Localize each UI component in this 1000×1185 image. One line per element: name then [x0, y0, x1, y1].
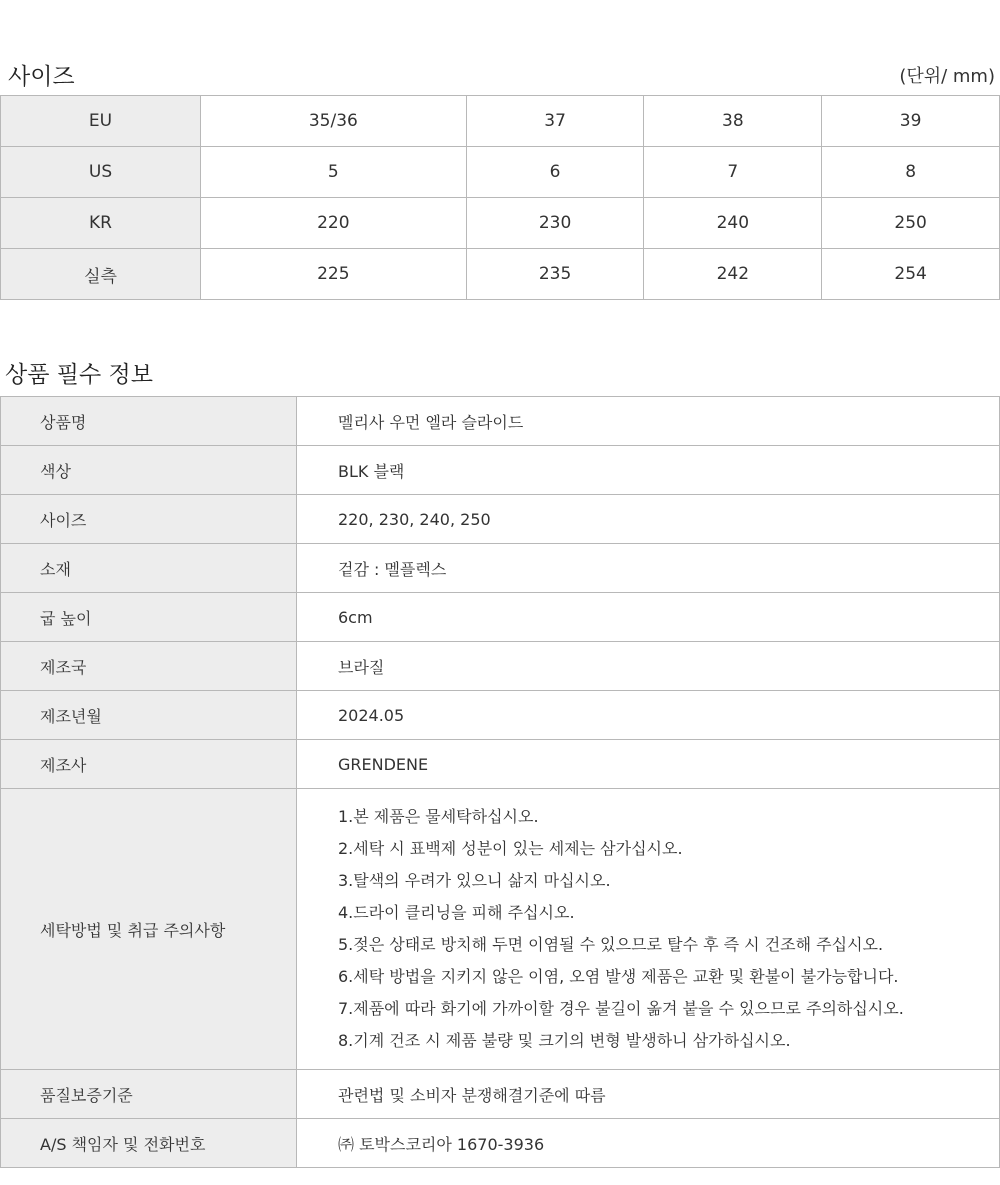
info-row [1, 1119, 1000, 1168]
washing-instruction-item: 6.세탁 방법을 지키지 않은 이염, 오염 발생 제품은 교환 및 환불이 불가능합니다. [338, 967, 899, 986]
info-label: 상품명 [1, 397, 297, 446]
info-row [1, 495, 1000, 544]
info-value: 브라질 [297, 642, 1000, 691]
info-label: 제조사 [1, 740, 297, 789]
info-value: 겉감 : 멜플렉스 [297, 544, 1000, 593]
info-value: 2024.05 [297, 691, 1000, 740]
info-row [1, 642, 1000, 691]
info-row [1, 1070, 1000, 1119]
size-cell: 8 [822, 147, 1000, 198]
info-row [1, 691, 1000, 740]
info-value: 관련법 및 소비자 분쟁해결기준에 따름 [297, 1070, 1000, 1119]
size-row [1, 96, 1000, 147]
info-label: 색상 [1, 446, 297, 495]
size-cell: 39 [822, 96, 1000, 147]
washing-instruction-item: 2.세탁 시 표백제 성분이 있는 세제는 삼가십시오. [338, 839, 683, 858]
washing-instruction-item: 4.드라이 클리닝을 피해 주십시오. [338, 903, 575, 922]
info-label: 제조국 [1, 642, 297, 691]
washing-instructions-list [338, 801, 999, 1057]
info-row [1, 446, 1000, 495]
size-cell: 230 [466, 198, 644, 249]
washing-instructions-row [1, 789, 1000, 1070]
size-section-title: 사이즈 [8, 64, 75, 90]
info-row [1, 593, 1000, 642]
size-cell: 242 [644, 249, 822, 300]
washing-instruction-item: 7.제품에 따라 화기에 가까이할 경우 불길이 옮겨 붙을 수 있으므로 주의하십시오. [338, 999, 904, 1018]
washing-instruction-item: 3.탈색의 우려가 있으니 삶지 마십시오. [338, 871, 611, 890]
product-info-table [0, 396, 1000, 1168]
info-value: GRENDENE [297, 740, 1000, 789]
info-value: 6cm [297, 593, 1000, 642]
size-cell: 38 [644, 96, 822, 147]
size-cell: 235 [466, 249, 644, 300]
info-value: 220, 230, 240, 250 [297, 495, 1000, 544]
size-cell: 7 [644, 147, 822, 198]
washing-instruction-item: 5.젖은 상태로 방치해 두면 이염될 수 있으므로 탈수 후 즉 시 건조해 주십시오. [338, 935, 884, 954]
size-cell: 6 [466, 147, 644, 198]
size-table [0, 95, 1000, 300]
washing-instruction-item: 1.본 제품은 물세탁하십시오. [338, 807, 539, 826]
info-label: 소재 [1, 544, 297, 593]
size-cell: 240 [644, 198, 822, 249]
size-cell: 225 [201, 249, 467, 300]
info-label: A/S 책임자 및 전화번호 [1, 1119, 297, 1168]
size-row-label: EU [1, 96, 201, 147]
info-row [1, 740, 1000, 789]
washing-value [297, 789, 1000, 1070]
size-unit-label: (단위/ mm) [899, 66, 995, 87]
info-row [1, 544, 1000, 593]
size-row-label: KR [1, 198, 201, 249]
info-value: BLK 블랙 [297, 446, 1000, 495]
info-label: 품질보증기준 [1, 1070, 297, 1119]
washing-instruction-item: 8.기계 건조 시 제품 불량 및 크기의 변형 발생하니 삼가하십시오. [338, 1031, 791, 1050]
info-value: 멜리사 우먼 엘라 슬라이드 [297, 397, 1000, 446]
size-cell: 35/36 [201, 96, 467, 147]
size-cell: 5 [201, 147, 467, 198]
info-row [1, 397, 1000, 446]
info-label: 제조년월 [1, 691, 297, 740]
size-row-label: 실측 [1, 249, 201, 300]
size-row [1, 249, 1000, 300]
size-cell: 254 [822, 249, 1000, 300]
info-label: 굽 높이 [1, 593, 297, 642]
size-cell: 37 [466, 96, 644, 147]
size-cell: 220 [201, 198, 467, 249]
washing-label: 세탁방법 및 취급 주의사항 [1, 789, 297, 1070]
info-value: ㈜ 토박스코리아 1670-3936 [297, 1119, 1000, 1168]
info-label: 사이즈 [1, 495, 297, 544]
size-row [1, 198, 1000, 249]
size-row-label: US [1, 147, 201, 198]
size-row [1, 147, 1000, 198]
size-section-header [0, 58, 1000, 92]
product-info-title: 상품 필수 정보 [5, 362, 153, 388]
size-cell: 250 [822, 198, 1000, 249]
